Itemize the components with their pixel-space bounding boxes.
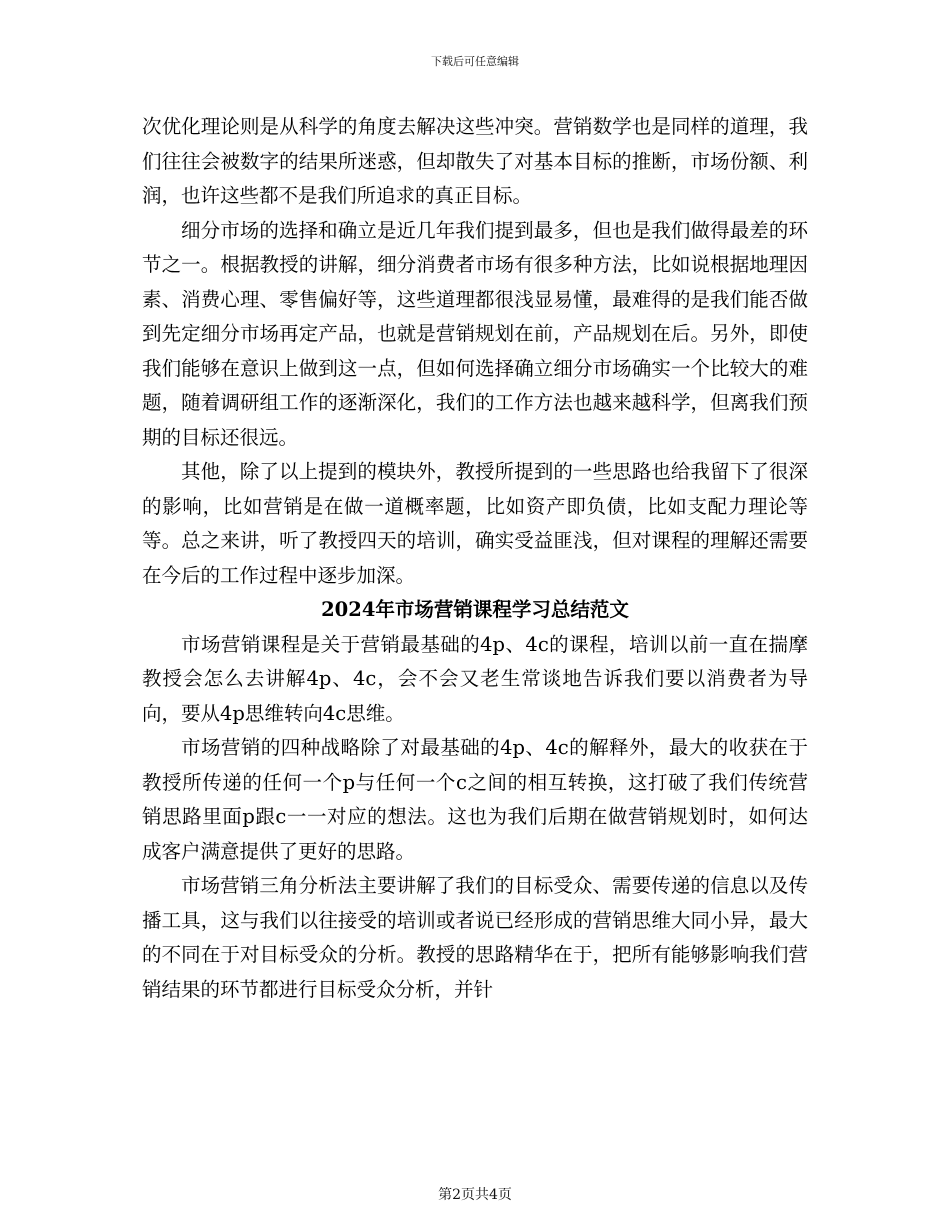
section-title: 2024年市场营销课程学习总结范文 <box>321 598 629 621</box>
paragraph-continuation: 次优化理论则是从科学的角度去解决这些冲突。营销数学也是同样的道理，我们往往会被数字的结果所迷惑，但却散失了对基本目标的推断，市场份额、利润，也许这些都不是我们所追求的真正目标。 <box>142 115 808 207</box>
document-body <box>142 110 808 1007</box>
paragraph-triangle-analysis: 市场营销三角分析法主要讲解了我们的目标受众、需要传递的信息以及传播工具，这与我们以往接受的培训或者说已经形成的营销思维大同小异，最大的不同在于对目标受众的分析。教授的思路精华在于，把所有能够影响我们营销结果的环节都进行目标受众分析，并针 <box>142 874 808 1001</box>
paragraph-other-ideas: 其他，除了以上提到的模块外，教授所提到的一些思路也给我留下了很深的影响，比如营销是在做一道概率题，比如资产即负债，比如支配力理论等等。总之来讲，听了教授四天的培训，确实受益匪浅，但对课程的理解还需要在今后的工作过程中逐步加深。 <box>142 460 808 587</box>
paragraph-four-strategies: 市场营销的四种战略除了对最基础的4p、4c的解释外，最大的收获在于教授所传递的任何一个p与任何一个c之间的相互转换，这打破了我们传统营销思路里面p跟c一一对应的想法。这也为我们后期在做营销规划时，如何达成客户满意提供了更好的思路。 <box>142 736 808 863</box>
page-header: 下载后可任意编辑 <box>431 55 519 68</box>
page-footer: 第2页共4页 <box>438 1187 512 1203</box>
paragraph-course-intro: 市场营销课程是关于营销最基础的4p、4c的课程，培训以前一直在揣摩教授会怎么去讲解4p、4c，会不会又老生常谈地告诉我们要以消费者为导向，要从4p思维转向4c思维。 <box>142 632 808 725</box>
paragraph-segmentation: 细分市场的选择和确立是近几年我们提到最多，但也是我们做得最差的环节之一。根据教授的讲解，细分消费者市场有很多种方法，比如说根据地理因素、消费心理、零售偏好等，这些道理都很浅显易懂，最难得的是我们能否做到先定细分市场再定产品，也就是营销规划在前，产品规划在后。另外，即使我们能够在意识上做到这一点，但如何选择确立细分市场确实一个比较大的难题，随着调研组工作的逐渐深化，我们的工作方法也越来越科学，但离我们预期的目标还很远。 <box>142 218 808 449</box>
